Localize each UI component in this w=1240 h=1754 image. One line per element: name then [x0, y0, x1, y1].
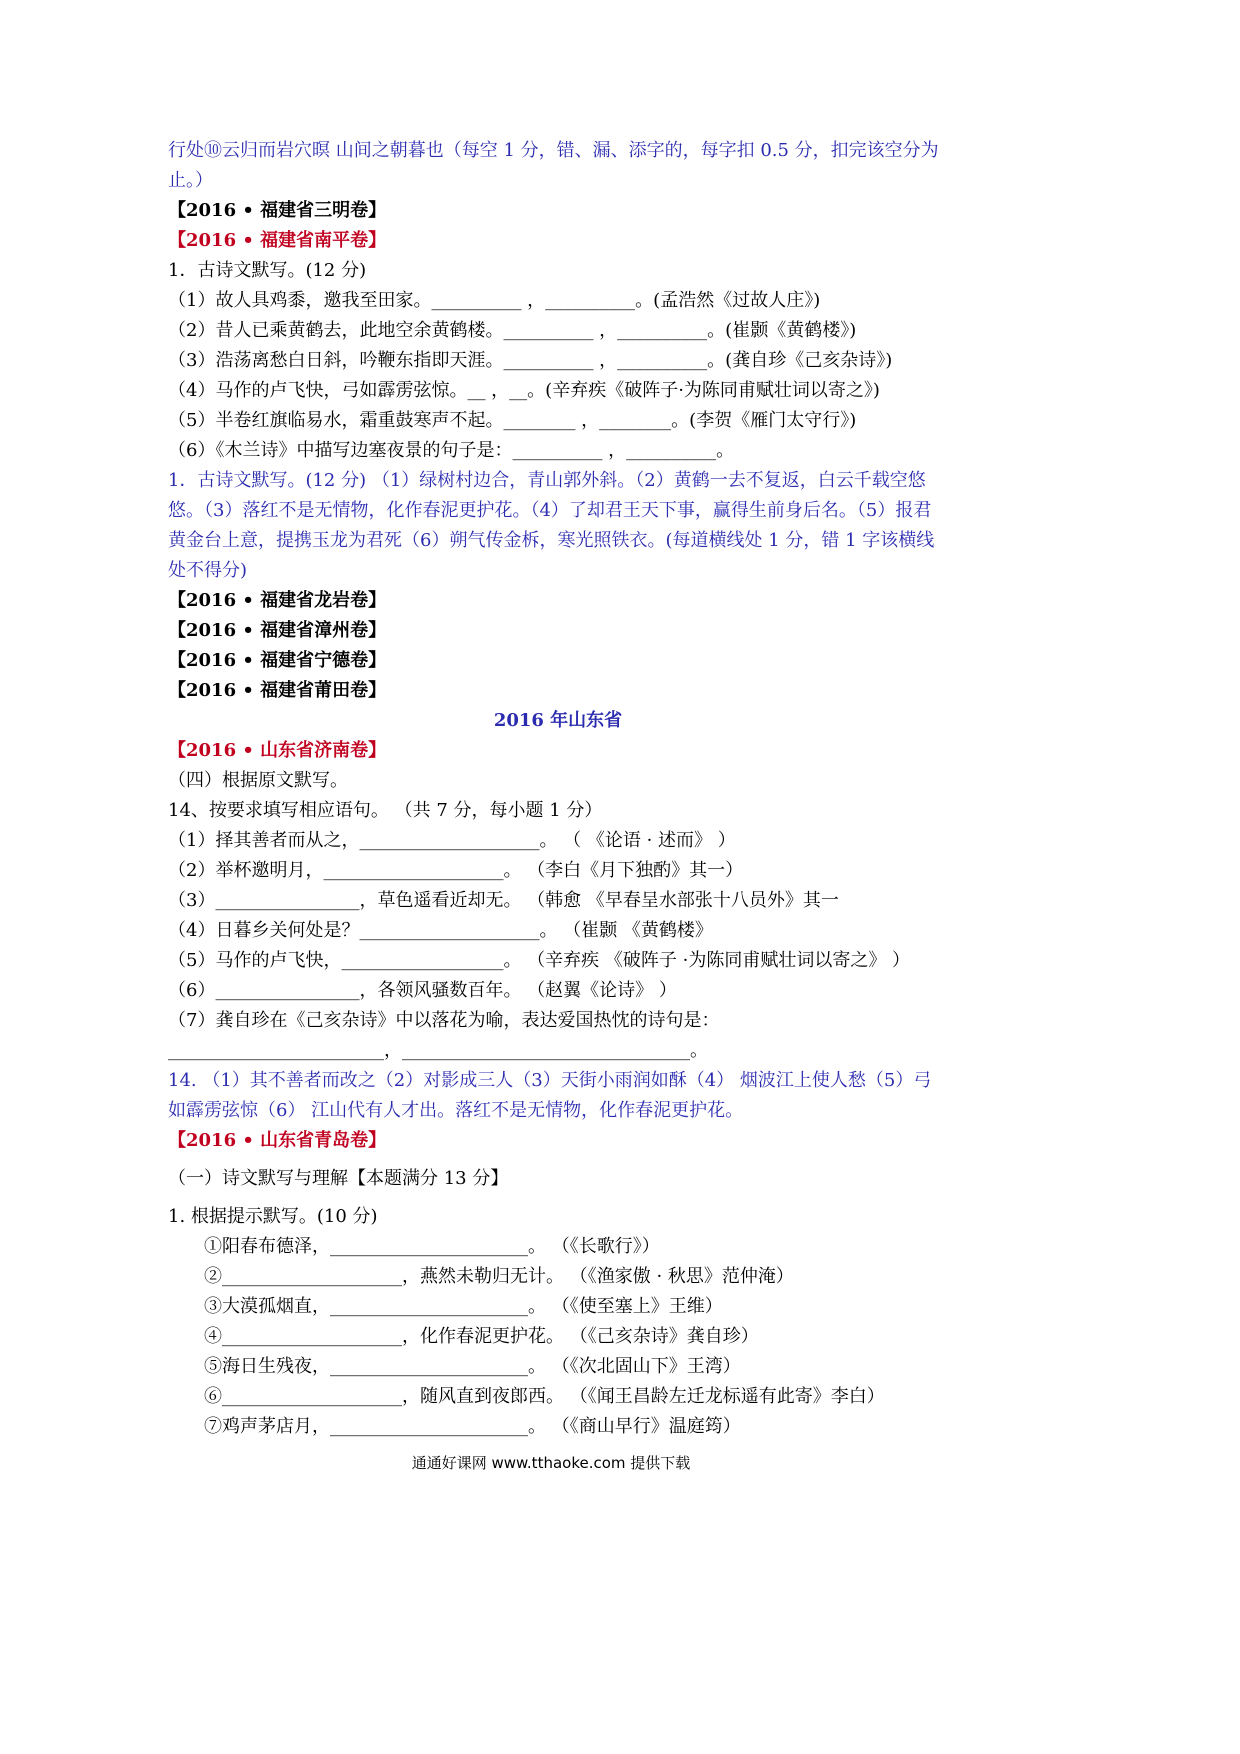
question-title: 1. 根据提示默写。(10 分) — [168, 1206, 378, 1227]
question-item: ②____________________，燕然未勒归无计。 （《渔家傲 · 秋思》范仲淹） — [204, 1266, 794, 1287]
document-page — [168, 136, 948, 1442]
question-item: ⑦鸡声茅店月，______________________。 （《商山早行》温庭筠） — [204, 1416, 741, 1437]
question-item: （1）故人具鸡黍，邀我至田家。__________ ，__________。(孟浩然《过故人庄》) — [168, 290, 821, 311]
answer-text: 1．古诗文默写。(12 分) （1）绿树村边合，青山郭外斜。（2）黄鹤一去不复返，白云千载空悠悠。（3）落红不是无情物，化作春泥更护花。（4）了却君王天下事，赢得生前身后名。（5）报君黄金台上意，提携玉龙为君死（6）朔气传金柝，寒光照铁衣。(每道横线处 1 分，错 1 字该横线处不得分) — [168, 470, 935, 581]
section-header: 【2016 • 福建省三明卷】 — [168, 200, 387, 221]
question-item: （5）马作的卢飞快，__________________。 （辛弃疾 《破阵子 ·为陈同甫赋壮词以寄之》 ） — [168, 950, 911, 971]
question-item: （6）《木兰诗》中描写边塞夜景的句子是：__________ ，__________。 — [168, 440, 735, 461]
page-footer: 通通好课网 www.tthaoke.com 提供下载 — [411, 1454, 691, 1472]
section-header: 【2016 • 福建省莆田卷】 — [168, 680, 387, 701]
section-subtitle: （四）根据原文默写。 — [168, 770, 348, 791]
question-item: ⑥____________________，随风直到夜郎西。 （《闻王昌龄左迁龙标遥有此寄》李白） — [204, 1386, 885, 1407]
question-item: （3）________________，草色遥看近却无。 （韩愈 《早春呈水部张十八员外》其一 — [168, 890, 839, 911]
section-header: 【2016 • 福建省漳州卷】 — [168, 620, 387, 641]
section-header: 【2016 • 福建省南平卷】 — [168, 230, 387, 251]
question-title: 1．古诗文默写。(12 分) — [168, 260, 367, 281]
question-item: （4）日暮乡关何处是？____________________。 （崔颢 《黄鹤楼》 — [168, 920, 713, 941]
question-item: （7）龚自珍在《己亥杂诗》中以落花为喻，表达爱国热忱的诗句是： — [168, 1010, 720, 1031]
section-subtitle: （一）诗文默写与理解【本题满分 13 分】 — [168, 1168, 509, 1189]
question-item: ③大漠孤烟直，______________________。 （《使至塞上》王维） — [204, 1296, 723, 1317]
question-title: 14、按要求填写相应语句。 （共 7 分，每小题 1 分） — [168, 800, 603, 821]
province-heading: 2016 年山东省 — [493, 710, 623, 731]
section-header: 【2016 • 山东省青岛卷】 — [168, 1130, 387, 1151]
section-header: 【2016 • 山东省济南卷】 — [168, 740, 387, 761]
question-item: （6）________________，各领风骚数百年。 （赵翼《论诗》 ） — [168, 980, 677, 1001]
section-header: 【2016 • 福建省宁德卷】 — [168, 650, 387, 671]
question-item: ⑤海日生残夜，______________________。 （《次北固山下》王湾） — [204, 1356, 741, 1377]
question-item: （1）择其善者而从之，____________________。 （ 《论语 · 述而》 ） — [168, 830, 736, 851]
question-item: ①阳春布德泽，______________________。 （《长歌行》） — [204, 1236, 660, 1257]
section-header: 【2016 • 福建省龙岩卷】 — [168, 590, 387, 611]
question-item: （2）举杯邀明月，____________________。 （李白《月下独酌》其一） — [168, 860, 744, 881]
question-item: ④____________________，化作春泥更护花。 （《己亥杂诗》龚自珍） — [204, 1326, 759, 1347]
answer-text: 行处⑩云归而岩穴暝 山间之朝暮也（每空 1 分，错、漏、添字的，每字扣 0.5 分，扣完该空分为止。） — [168, 140, 939, 191]
question-item: （3）浩荡离愁白日斜，吟鞭东指即天涯。__________ ，__________。(龚自珍《己亥杂诗》) — [168, 350, 893, 371]
question-item: （4）马作的卢飞快，弓如霹雳弦惊。__ ，__。(辛弃疾《破阵子·为陈同甫赋壮词以寄之》) — [168, 380, 880, 401]
question-item: （2）昔人已乘黄鹤去，此地空余黄鹤楼。__________ ，__________。(崔颢《黄鹤楼》) — [168, 320, 857, 341]
question-item: ________________________，________________________________。 — [168, 1040, 708, 1061]
question-item: （5）半卷红旗临易水，霜重鼓寒声不起。________ ，________。(李贺《雁门太守行》) — [168, 410, 857, 431]
answer-text: 14. （1）其不善者而改之（2）对影成三人（3）天街小雨润如酥（4） 烟波江上使人愁（5）弓如霹雳弦惊（6） 江山代有人才出。落红不是无情物，化作春泥更护花。 — [168, 1070, 932, 1121]
